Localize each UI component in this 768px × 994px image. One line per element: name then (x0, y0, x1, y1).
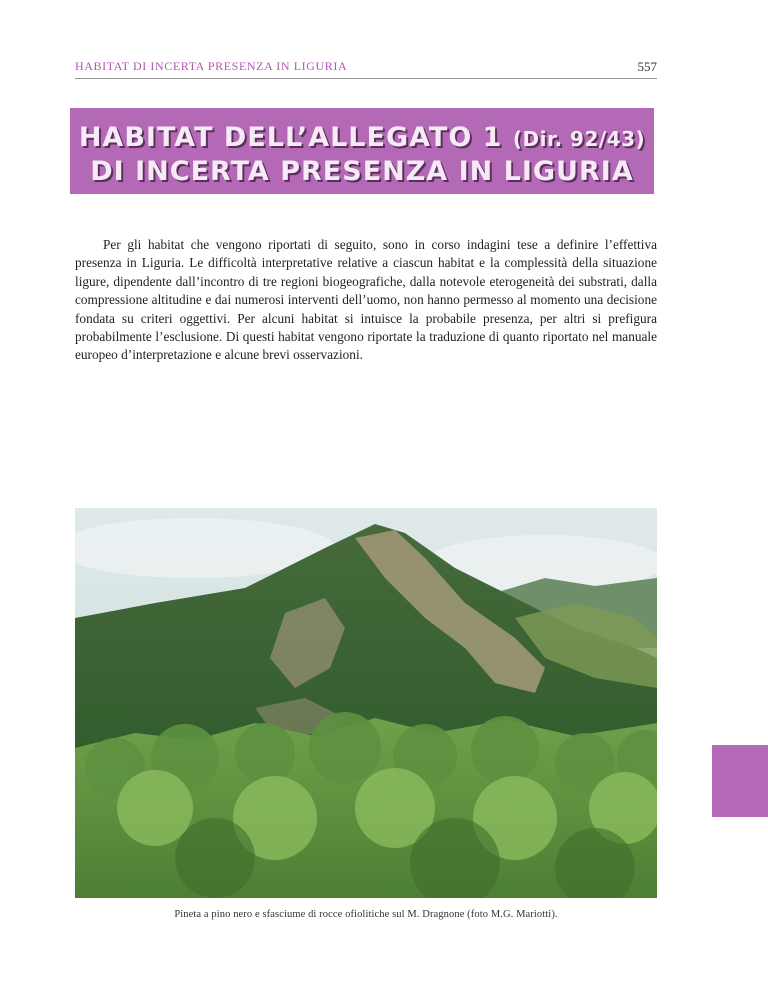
section-title-line-1 (70, 122, 654, 153)
running-title: HABITAT DI INCERTA PRESENZA IN LIGURIA (75, 59, 348, 73)
page-number: 557 (637, 59, 657, 74)
mountain-landscape-image (75, 508, 657, 898)
photo-caption: Pineta a pino nero e sfasciume di rocce ofiolitiche sul M. Dragnone (foto M.G. Mariotti). (174, 909, 558, 920)
running-header (75, 58, 657, 79)
section-thumb-tab (712, 745, 768, 817)
mountain-photo (75, 508, 657, 898)
section-title-main: HABITAT DELL’ALLEGATO 1 (78, 122, 503, 153)
intro-paragraph: Per gli habitat che vengono riportati di seguito, sono in corso indagini tese a definire l’effettiva presenza in Liguria. Le difficoltà interpretative relative a ciascun habitat e la complessità della situazione ligure, dipendente dall’incontro di tre regioni biogeografiche, dalla notevole eterogeneità dei substrati, dalla compressione altitudine e dai numerosi interventi dell’uomo, non hanno permesso al momento una decisione fondata su criteri oggettivi. Per alcuni habitat si intuisce la probabile presenza, per altri si prefigura probabilmente l’esclusione. Di questi habitat vengono riportate la traduzione di quanto riportato nel manuale europeo d’interpretazione e alcune brevi osservazioni. (75, 237, 657, 363)
section-title-box (70, 108, 654, 194)
directive-reference: (Dir. 92/43) (512, 127, 646, 151)
section-title-line-2: DI INCERTA PRESENZA IN LIGURIA (90, 156, 634, 187)
